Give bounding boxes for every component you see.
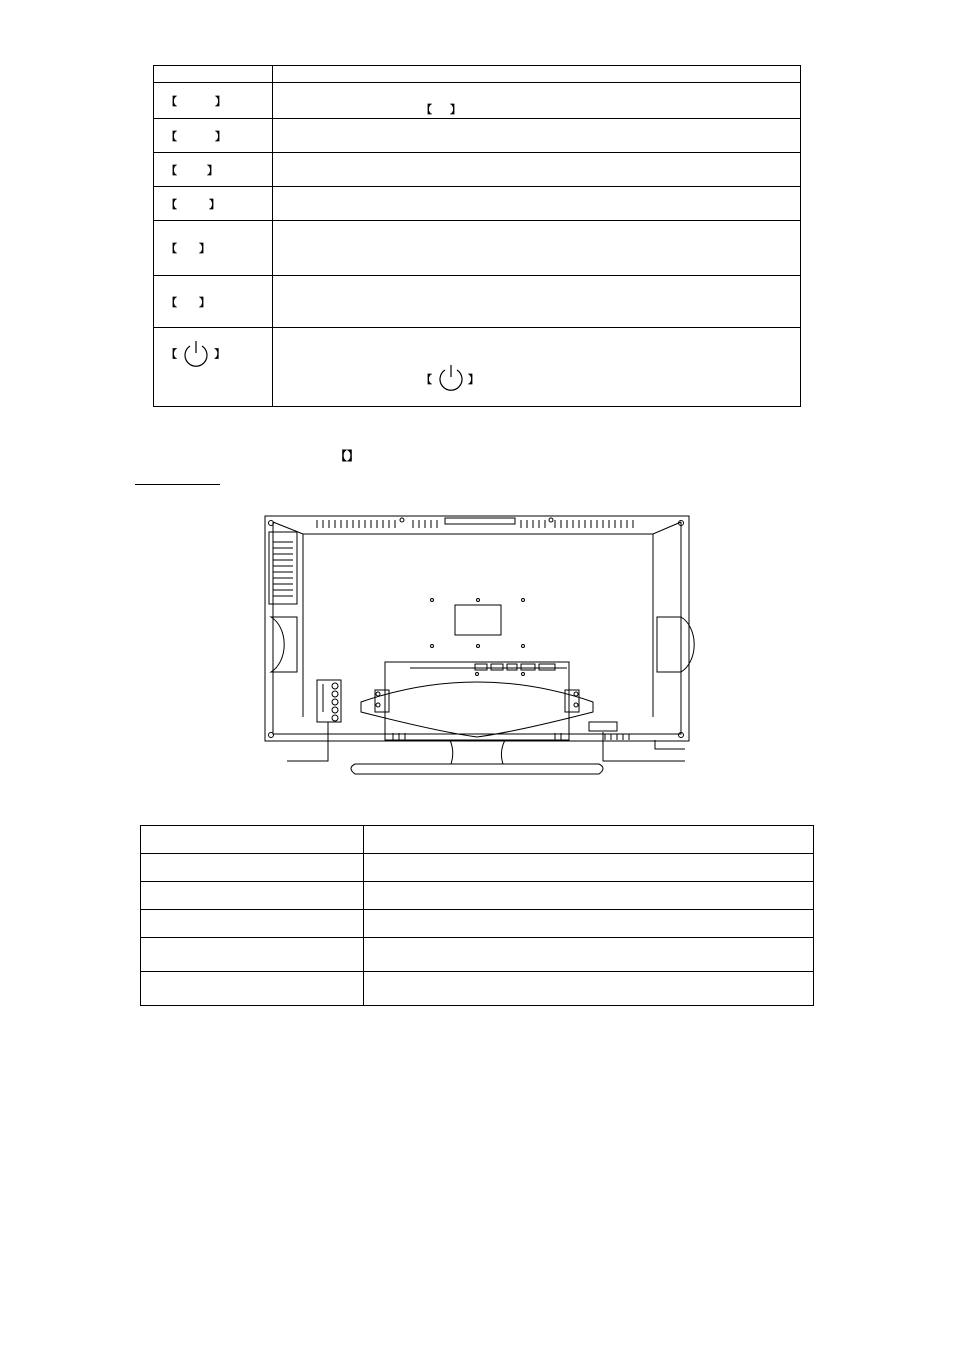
bracket-open: 【: [166, 95, 177, 108]
description-cell: [273, 221, 801, 276]
port-description-cell: [364, 910, 814, 938]
bracket-open: 【: [166, 348, 177, 361]
terminal-housing: [385, 662, 569, 740]
port-name-cell: [141, 854, 364, 882]
stand-column: [450, 740, 505, 764]
port-description-cell: [364, 826, 814, 854]
description-cell: [273, 153, 801, 187]
bracket-open: 【: [166, 198, 177, 211]
key-cell: [154, 153, 273, 187]
description-cell: [273, 187, 801, 221]
inline-bracket-close: 】: [450, 104, 461, 116]
key-table-row: [154, 276, 801, 328]
key-table-row: [154, 153, 801, 187]
bracket-close: 】: [199, 243, 210, 255]
key-table-row: [154, 83, 801, 119]
key-cell: [154, 221, 273, 276]
port-table-row: [141, 826, 814, 854]
port-table-row: [141, 972, 814, 1006]
port-name-cell: [141, 938, 364, 972]
port-name-cell: [141, 910, 364, 938]
note-brackets: 【】: [335, 449, 360, 463]
description-header-cell: [273, 66, 801, 83]
key-table-row: [154, 119, 801, 153]
bracket-close: 】: [215, 95, 226, 108]
key-table-row: [154, 187, 801, 221]
port-description-table: [140, 825, 814, 1006]
section-heading-underline: [135, 484, 220, 485]
port-table-row: [141, 854, 814, 882]
bracket-close: 】: [199, 296, 210, 309]
bracket-open: 【: [166, 130, 177, 143]
key-cell: [154, 119, 273, 153]
power-icon: [436, 364, 466, 392]
bracket-close: 】: [214, 348, 226, 361]
bracket-open: 【: [166, 296, 177, 309]
description-cell: [273, 276, 801, 328]
power-icon: [181, 340, 211, 368]
port-description-cell: [364, 882, 814, 910]
key-function-table: [153, 65, 801, 407]
bracket-close: 】: [209, 198, 220, 211]
top-handle-slot: [445, 518, 515, 524]
key-cell: [154, 328, 273, 407]
stand-base: [351, 764, 603, 774]
port-description-cell: [364, 972, 814, 1006]
tv-outer-frame: [265, 516, 689, 741]
port-name-cell: [141, 972, 364, 1006]
key-cell: [154, 83, 273, 119]
description-cell: [273, 119, 801, 153]
port-table-row: [141, 938, 814, 972]
tv-inner-bevel: [273, 522, 681, 734]
bracket-close: 】: [215, 130, 226, 143]
port-table-row: [141, 910, 814, 938]
key-table-header-row: [154, 66, 801, 83]
port-description-cell: [364, 854, 814, 882]
bracket-open: 【: [166, 164, 177, 177]
port-table-row: [141, 882, 814, 910]
description-cell: [273, 328, 801, 407]
key-cell: [154, 276, 273, 328]
key-table-row: [154, 221, 801, 276]
port-description-cell: [364, 938, 814, 972]
bracket-close: 】: [207, 164, 218, 177]
inline-bracket-close: 】: [468, 374, 479, 386]
description-cell: [273, 83, 801, 119]
vesa-plate: [455, 605, 501, 635]
key-table-row: [154, 328, 801, 407]
tv-rear-view-drawing: [255, 512, 700, 777]
stand-neck: [361, 682, 593, 737]
bracket-open: 【: [166, 243, 177, 255]
inline-bracket-open: 【: [421, 374, 432, 386]
port-name-cell: [141, 882, 364, 910]
corner-screw: [269, 733, 274, 738]
port-name-cell: [141, 826, 364, 854]
key-header-cell: [154, 66, 273, 83]
left-handle: [271, 617, 297, 672]
key-cell: [154, 187, 273, 221]
inline-bracket-open: 【: [421, 104, 432, 116]
leader-line-right-lower: [603, 732, 685, 761]
